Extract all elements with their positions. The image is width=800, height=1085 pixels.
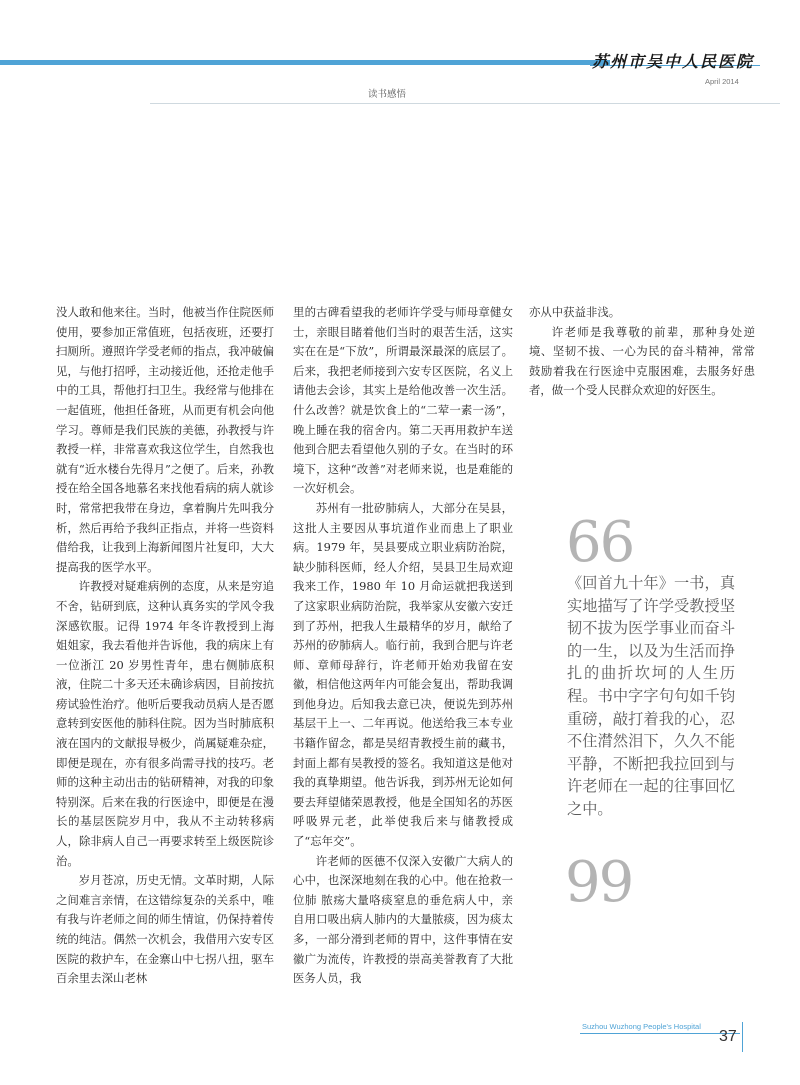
open-quote-icon: 66 — [566, 510, 634, 575]
paragraph: 里的古碑看望我的老师许学受与师母章健女士，亲眼目睹着他们当时的艰苦生活，这实实在在是“下放”，所谓最深最深的底层了。后来，我把老师接到六安专区医院，名义上请他去会诊，其实上是给他改善一次生活。什么改善？就是饮食上的“二荤一素一汤”，晚上睡在我的宿舍内。第二天再用救护车送他到合肥去看望他久别的子女。在当时的环境下，这种“改善”对老师来说，也是难能的一次好机会。 — [293, 305, 513, 496]
pull-quote: 《回首九十年》一书，真实地描写了许学受教授坚韧不拔为医学事业而奋斗的一生，以及为生活而挣扎的曲折坎坷的人生历程。书中字字句句如千钧重磅，敲打着我的心，忍不住潸然泪下，久久不能平静，不断把我拉回到与许老师在一起的往事回忆之中。 — [567, 574, 735, 818]
text-column-3 — [529, 303, 755, 401]
footer-hospital-name: Suzhou Wuzhong People's Hospital — [582, 1022, 701, 1031]
paragraph: 没人敢和他来往。当时，他被当作住院医师使用，要参加正常值班，包括夜班，还要打扫厕所。遵照许学受老师的指点，我冲破偏见，与他打招呼，主动接近他，还抢走他手中的工具，帮他打扫卫生。我经常与他排在一起值班，他担任备班，从而更有机会向他学习。尊师是我们民族的美德，孙教授与许教授一样，非常喜欢我这位学生，自然我也就有“近水楼台先得月”之便了。后来，孙教授在给全国各地慕名来找他看病的病人就诊时，常常把我带在身边，拿着胸片先叫我分析，然后再给予我纠正指点，并将一些资料借给我，让我到上海新闻图片社复印，大大提高我的医学水平。 — [56, 305, 274, 574]
section-label: 读书感悟 — [368, 89, 407, 100]
footer-page-divider — [742, 1022, 743, 1052]
header-divider — [150, 103, 780, 104]
header-accent-bar — [0, 60, 610, 65]
text-column-2 — [293, 303, 513, 989]
journal-title: 苏州市吴中人民医院 — [592, 52, 755, 71]
footer-rule — [580, 1033, 740, 1034]
paragraph: 苏州有一批矽肺病人，大部分在吴县，这批人主要因从事坑道作业而患上了职业病。1979 年，吴县要成立职业病防治院，缺少肺科医师，经人介绍，吴县卫生局欢迎我来工作，1980 年 10 月命运就把我送到了这家职业病防治院，我举家从安徽六安迁到了苏州，把我人生最精华的岁月，献给了苏州的矽肺病人。临行前，我到合肥与许老师、章师母辞行，许老师开始劝我留在安徽，相信他这两年内可能会复出，帮助我调到他身边。后知我去意已决，便说先到苏州基层干上一、二年再说。他送给我三本专业书籍作留念，都是吴绍青教授生前的藏书，封面上都有吴教授的签名。我知道这是他对我的真挚期望。他告诉我，到苏州无论如何要去拜望储荣恩教授，他是全国知名的苏医呼吸界元老，此举使我后来与储教授成了“忘年交”。 — [293, 500, 513, 849]
paragraph: 亦从中获益非浅。 — [529, 305, 621, 319]
page-number: 37 — [719, 1028, 737, 1045]
paragraph: 许老师的医德不仅深入安徽广大病人的心中，也深深地刻在我的心中。他在抢救一位肺 脓疡大量咯痰窒息的垂危病人中，亲自用口吸出病人肺内的大量脓痰，因为痰太多，一部分滑到老师的胃中，这件事情在安徽广为流传，许教授的崇高美誉教育了大批医务人员，我 — [293, 853, 513, 986]
text-column-1 — [56, 303, 274, 989]
paragraph: 岁月苍凉，历史无情。文革时期，人际之间难言亲情，在这错综复杂的关系中，唯有我与许老师之间的师生情谊，仍保持着传统的纯洁。偶然一次机会，我借用六安专区医院的救护车，在金寨山中七拐八扭，驱车百余里去深山老林 — [56, 873, 274, 986]
issue-date: April 2014 — [705, 77, 739, 86]
paragraph: 许老师是我尊敬的前辈，那种身处逆境、坚韧不拔、一心为民的奋斗精神，常常鼓励着我在行医途中克服困难，去服务好患者，做一个受人民群众欢迎的好医生。 — [529, 324, 755, 398]
paragraph: 许教授对疑难病例的态度，从来是穷追不舍，钻研到底，这种认真务实的学风令我深感钦服。记得 1974 年冬许教授到上海姐姐家，我去看他并告诉他，我的病床上有一位浙江 20 岁男性青年，患右侧肺底积液，住院二十多天还未确诊病因，目前按抗痨试验性治疗。他听后要我动员病人是否愿意转到安医他的肺科住院。因为当时肺底积液在国内的文献报导极少，尚属疑难杂症，即便是现在，亦有很多尚需寻找的技巧。老师的这种主动出击的钻研精神，对我的印象特别深。后来在我的行医途中，即便是在漫长的基层医院岁月中，我从不主动转移病人，除非病人自己一再要求转至上级医院诊治。 — [56, 579, 274, 868]
close-quote-icon: 99 — [565, 850, 633, 915]
